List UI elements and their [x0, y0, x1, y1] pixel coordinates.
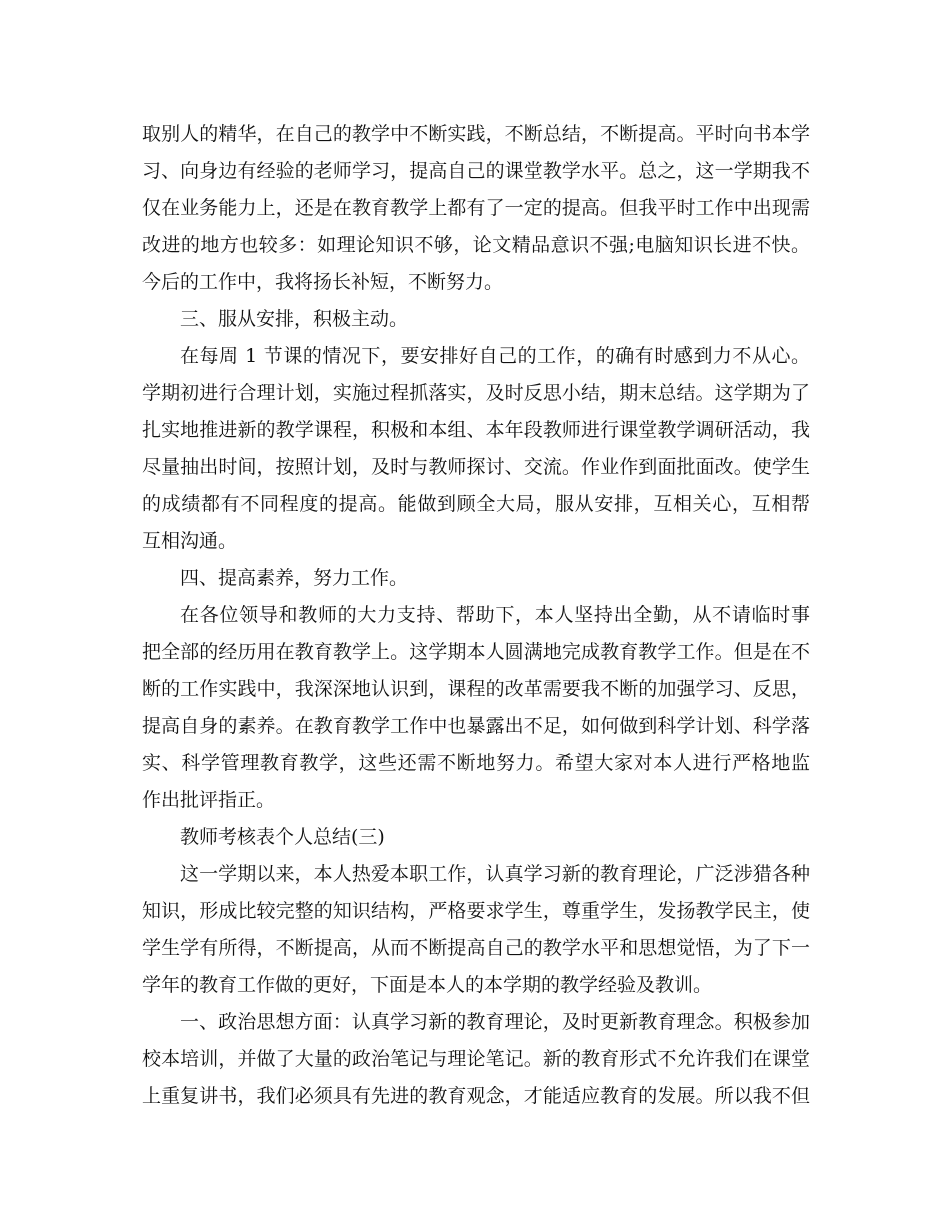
text-line: 学年的教育工作做的更好，下面是本人的本学期的教学经验及教训。: [142, 974, 713, 996]
text-line: 今后的工作中，我将扬长补短，不断努力。: [142, 271, 504, 293]
text-line: 在各位领导和教师的大力支持、帮助下，本人坚持出全勤，从不请临时事: [180, 604, 810, 626]
text-line: 在每周 1 节课的情况下，要安排好自己的工作，的确有时感到力不从心。: [180, 345, 810, 367]
text-line: 实、科学管理教育教学，这些还需不断地努力。希望大家对本人进行严格地监: [142, 752, 810, 774]
text-line: 这一学期以来，本人热爱本职工作，认真学习新的教育理论，广泛涉猎各种: [180, 863, 810, 885]
text-line: 校本培训，并做了大量的政治笔记与理论笔记。新的教育形式不允许我们在课堂: [142, 1048, 810, 1070]
text-line: 习、向身边有经验的老师学习，提高自己的课堂教学水平。总之，这一学期我不: [142, 160, 810, 182]
document-body: [142, 116, 810, 1115]
text-line: 一、政治思想方面：认真学习新的教育理论，及时更新教育理念。积极参加: [180, 1011, 810, 1033]
text-line: 学期初进行合理计划，实施过程抓落实，及时反思小结，期末总结。这学期为了: [142, 382, 810, 404]
text-line: 作出批评指正。: [142, 789, 276, 811]
text-line: 仅在业务能力上，还是在教育教学上都有了一定的提高。但我平时工作中出现需: [142, 197, 810, 219]
text-line: 断的工作实践中，我深深地认识到，课程的改革需要我不断的加强学习、反思，: [142, 678, 810, 700]
text-line: 三、服从安排，积极主动。: [180, 308, 409, 330]
text-line: 互相沟通。: [142, 530, 238, 552]
text-line: 的成绩都有不同程度的提高。能做到顾全大局，服从安排，互相关心，互相帮: [142, 493, 810, 515]
text-line: 扎实地推进新的教学课程，积极和本组、本年段教师进行课堂教学调研活动，我: [142, 419, 810, 441]
text-line: 学生学有所得，不断提高，从而不断提高自己的教学水平和思想觉悟，为了下一: [142, 937, 810, 959]
text-line: 尽量抽出时间，按照计划，及时与教师探讨、交流。作业作到面批面改。使学生: [142, 456, 810, 478]
text-line: 提高自身的素养。在教育教学工作中也暴露出不足，如何做到科学计划、科学落: [142, 715, 810, 737]
text-line: 把全部的经历用在教育教学上。这学期本人圆满地完成教育教学工作。但是在不: [142, 641, 810, 663]
text-line: 知识，形成比较完整的知识结构，严格要求学生，尊重学生，发扬教学民主，使: [142, 900, 810, 922]
text-line: 上重复讲书，我们必须具有先进的教育观念，才能适应教育的发展。所以我不但: [142, 1085, 810, 1107]
text-line: 教师考核表个人总结(三): [180, 826, 385, 848]
text-line: 四、提高素养，努力工作。: [180, 567, 409, 589]
text-line: 取别人的精华，在自己的教学中不断实践，不断总结，不断提高。平时向书本学: [142, 123, 810, 145]
text-line: 改进的地方也较多：如理论知识不够，论文精品意识不强;电脑知识长进不快。: [142, 234, 810, 256]
